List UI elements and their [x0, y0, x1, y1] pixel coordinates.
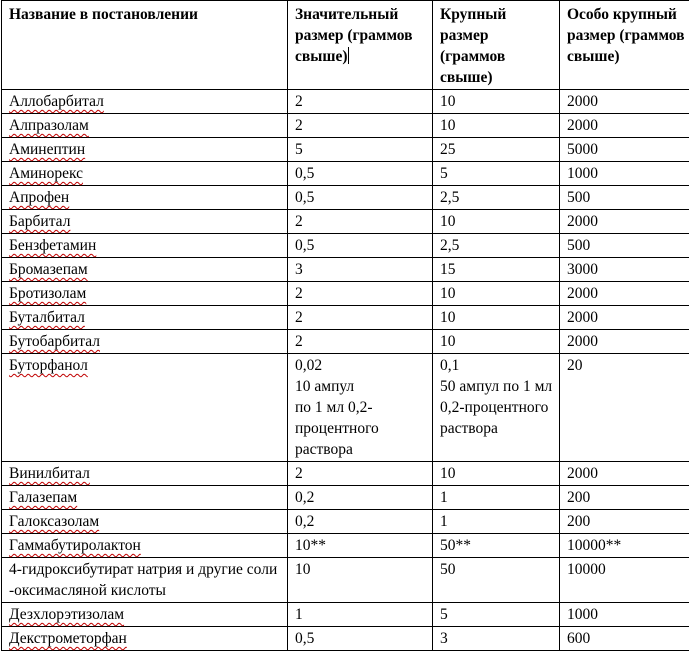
cell-especially-large: [560, 186, 689, 210]
cell-especially-large: [560, 90, 689, 114]
cell-especially-large: [560, 354, 689, 462]
table-row: [2, 138, 689, 162]
cell-text: Декстрометорфан: [9, 630, 127, 647]
cell-significant: [288, 138, 433, 162]
cell-text: 500: [567, 237, 590, 254]
cell-text: 2: [295, 213, 303, 230]
cell-significant: [288, 603, 433, 627]
cell-significant: [288, 210, 433, 234]
cell-name: [2, 234, 288, 258]
cell-large: [433, 462, 560, 486]
cell-text: 2: [295, 465, 303, 482]
cell-text: Бротизолам: [9, 285, 86, 302]
header-name: Название в постановлении: [2, 1, 288, 90]
cell-large: [433, 510, 560, 534]
cell-name: [2, 258, 288, 282]
cell-text: 3: [440, 630, 448, 647]
cell-significant: [288, 534, 433, 558]
cell-large: [433, 627, 560, 651]
cell-significant: [288, 90, 433, 114]
table-row: [2, 258, 689, 282]
table-row: [2, 306, 689, 330]
cell-text: Апрофен: [9, 189, 69, 206]
cell-text: 2,5: [440, 189, 459, 206]
cell-large: [433, 138, 560, 162]
table-row: [2, 627, 689, 651]
cell-text: 25: [440, 141, 456, 158]
cell-text: 600: [567, 630, 590, 647]
cell-text: 2000: [567, 93, 598, 110]
table-row: [2, 210, 689, 234]
table-header-row: [2, 1, 689, 90]
cell-large: [433, 234, 560, 258]
cell-large: [433, 162, 560, 186]
cell-text: Винилбитал: [9, 465, 90, 482]
text-cursor: [348, 47, 349, 64]
table-row: [2, 558, 689, 603]
cell-text: 1: [440, 513, 448, 530]
cell-text: 2000: [567, 333, 598, 350]
table-row: [2, 162, 689, 186]
cell-text: 3000: [567, 261, 598, 278]
cell-name: [2, 306, 288, 330]
cell-text: Галазепам: [9, 489, 77, 506]
cell-text: 200: [567, 513, 590, 530]
cell-text: Аминорекс: [9, 165, 83, 182]
cell-text: 10: [440, 285, 456, 302]
cell-text: 5: [440, 606, 448, 623]
cell-text: 0,5: [295, 189, 314, 206]
cell-name: [2, 510, 288, 534]
cell-large: [433, 330, 560, 354]
cell-text: 200: [567, 489, 590, 506]
cell-especially-large: [560, 558, 689, 603]
cell-text: Гаммабутиролактон: [9, 537, 141, 554]
cell-name: [2, 186, 288, 210]
table-row: [2, 534, 689, 558]
cell-text: 1000: [567, 165, 598, 182]
cell-name: [2, 210, 288, 234]
cell-name: [2, 114, 288, 138]
cell-significant: [288, 282, 433, 306]
table-row: [2, 603, 689, 627]
cell-text: 2: [295, 333, 303, 350]
cell-text: 15: [440, 261, 456, 278]
cell-text: 10: [440, 93, 456, 110]
cell-text: Бромазепам: [9, 261, 88, 278]
cell-large: [433, 486, 560, 510]
table-row: [2, 114, 689, 138]
cell-significant: [288, 462, 433, 486]
cell-text: Буторфанол: [9, 357, 88, 374]
cell-text: 2000: [567, 309, 598, 326]
cell-especially-large: [560, 258, 689, 282]
cell-large: [433, 114, 560, 138]
cell-name: [2, 486, 288, 510]
cell-name: [2, 558, 288, 603]
cell-text: Бензфетамин: [9, 237, 96, 254]
cell-especially-large: [560, 603, 689, 627]
cell-especially-large: [560, 534, 689, 558]
cell-significant: [288, 306, 433, 330]
header-significant[interactable]: Значительный размер (граммов свыше): [288, 1, 433, 90]
cell-text: 0,1 50 ампул по 1 мл 0,2-процентного раствора: [440, 357, 552, 437]
cell-text: 10**: [295, 537, 326, 554]
cell-text: 10: [440, 309, 456, 326]
cell-text: 10: [440, 465, 456, 482]
cell-text: Аминептин: [9, 141, 85, 158]
cell-name: [2, 138, 288, 162]
cell-large: [433, 603, 560, 627]
cell-significant: [288, 354, 433, 462]
cell-name: [2, 627, 288, 651]
table-row: [2, 234, 689, 258]
cell-significant: [288, 186, 433, 210]
cell-text: 1: [440, 489, 448, 506]
cell-text: Барбитал: [9, 213, 70, 230]
cell-text: 1000: [567, 606, 598, 623]
cell-text: 2,5: [440, 237, 459, 254]
cell-text: 10: [440, 213, 456, 230]
cell-text: Аллобарбитал: [9, 93, 104, 110]
cell-text: 10: [295, 561, 311, 578]
cell-text: 2000: [567, 213, 598, 230]
cell-large: [433, 90, 560, 114]
cell-name: [2, 162, 288, 186]
cell-significant: [288, 627, 433, 651]
cell-text: 4-гидроксибутират натрия и другие соли -оксимасляной кислоты: [9, 561, 277, 599]
cell-text: 2: [295, 309, 303, 326]
cell-text: 2: [295, 285, 303, 302]
cell-large: [433, 306, 560, 330]
cell-significant: [288, 114, 433, 138]
cell-name: [2, 534, 288, 558]
cell-text: 2: [295, 117, 303, 134]
cell-text: Дезхлорэтизолам: [9, 606, 124, 623]
cell-text: Алпразолам: [9, 117, 89, 134]
cell-text: 5: [440, 165, 448, 182]
table-body: [2, 90, 689, 651]
cell-significant: [288, 162, 433, 186]
cell-text: 2000: [567, 465, 598, 482]
cell-significant: [288, 486, 433, 510]
table-row: [2, 186, 689, 210]
cell-name: [2, 282, 288, 306]
cell-name: [2, 354, 288, 462]
cell-text: 2: [295, 93, 303, 110]
cell-especially-large: [560, 306, 689, 330]
cell-text: 50**: [440, 537, 471, 554]
header-especially-large: Особо крупный размер (граммов свыше): [560, 1, 689, 90]
cell-name: [2, 603, 288, 627]
cell-text: 0,2: [295, 489, 314, 506]
cell-large: [433, 558, 560, 603]
cell-especially-large: [560, 486, 689, 510]
cell-name: [2, 462, 288, 486]
cell-text: 0,5: [295, 237, 314, 254]
cell-large: [433, 186, 560, 210]
cell-especially-large: [560, 138, 689, 162]
cell-especially-large: [560, 114, 689, 138]
cell-text: 10000: [567, 561, 606, 578]
cell-text: 10: [440, 333, 456, 350]
cell-text: 5000: [567, 141, 598, 158]
table-row: [2, 282, 689, 306]
cell-especially-large: [560, 282, 689, 306]
cell-especially-large: [560, 330, 689, 354]
table-row: [2, 354, 689, 462]
cell-large: [433, 354, 560, 462]
cell-significant: [288, 234, 433, 258]
cell-significant: [288, 258, 433, 282]
cell-text: 20: [567, 357, 583, 374]
cell-especially-large: [560, 210, 689, 234]
cell-large: [433, 210, 560, 234]
table-row: [2, 510, 689, 534]
cell-text: 500: [567, 189, 590, 206]
cell-text: 10000**: [567, 537, 621, 554]
cell-especially-large: [560, 627, 689, 651]
drug-size-table: [1, 0, 689, 651]
cell-especially-large: [560, 462, 689, 486]
cell-text: 0,02 10 ампул по 1 мл 0,2-процентного раствора: [295, 357, 379, 458]
cell-text: 5: [295, 141, 303, 158]
cell-large: [433, 534, 560, 558]
cell-text: 2000: [567, 117, 598, 134]
cell-text: 50: [440, 561, 456, 578]
cell-text: Буталбитал: [9, 309, 85, 326]
cell-large: [433, 258, 560, 282]
cell-especially-large: [560, 234, 689, 258]
cell-text: 10: [440, 117, 456, 134]
table-row: [2, 90, 689, 114]
cell-text: 1: [295, 606, 303, 623]
cell-large: [433, 282, 560, 306]
cell-text: Галоксазолам: [9, 513, 99, 530]
table-row: [2, 330, 689, 354]
header-large: Крупный размер (граммов свыше): [433, 1, 560, 90]
cell-significant: [288, 330, 433, 354]
cell-text: 0,5: [295, 630, 314, 647]
cell-name: [2, 90, 288, 114]
cell-text: 2000: [567, 285, 598, 302]
cell-name: [2, 330, 288, 354]
cell-significant: [288, 558, 433, 603]
cell-significant: [288, 510, 433, 534]
cell-text: Бутобарбитал: [9, 333, 100, 350]
table-row: [2, 462, 689, 486]
cell-text: 0,5: [295, 165, 314, 182]
cell-text: 3: [295, 261, 303, 278]
cell-especially-large: [560, 162, 689, 186]
table-row: [2, 486, 689, 510]
cell-text: 0,2: [295, 513, 314, 530]
cell-especially-large: [560, 510, 689, 534]
